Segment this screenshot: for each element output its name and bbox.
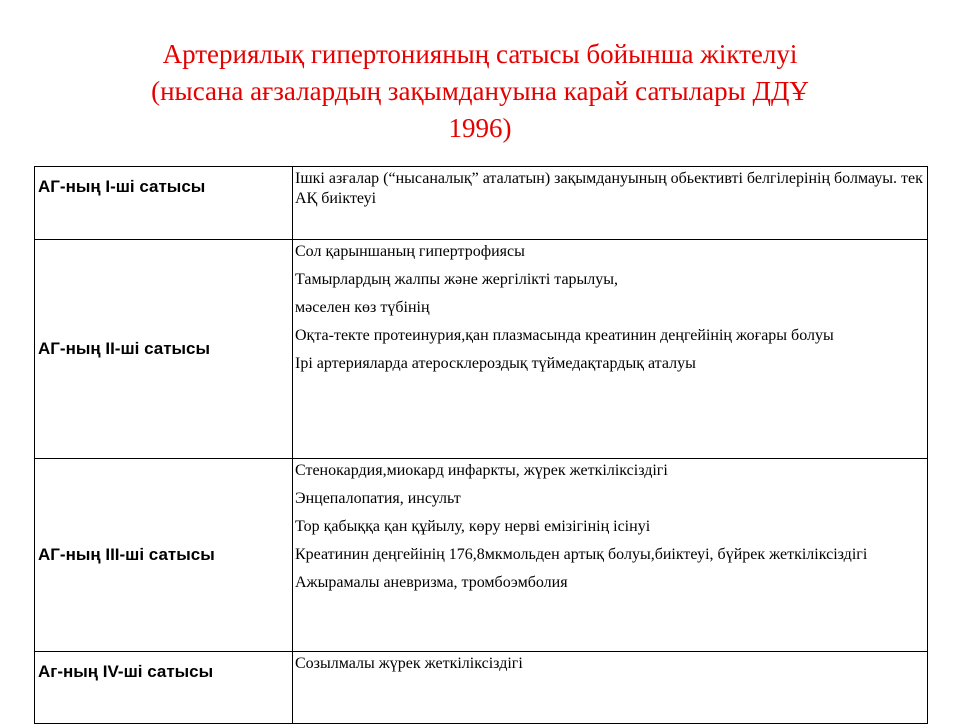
criteria-item: Стенокардия,миокард инфаркты, жүрек жеткіліксіздігі <box>295 462 668 479</box>
slide-title <box>60 36 900 147</box>
criteria-cell-2 <box>293 240 928 459</box>
table-row-stage-2 <box>35 240 928 459</box>
criteria-item: Созылмалы жүрек жеткіліксіздігі <box>295 655 523 672</box>
slide-title-line-1: Артериялық гипертонияның сатысы бойынша жіктелуі <box>162 39 798 69</box>
criteria-cell-3 <box>293 459 928 652</box>
hypertension-stages-table <box>34 166 928 724</box>
criteria-item: Ажырамалы аневризма, тромбоэмболия <box>295 574 568 591</box>
criteria-item: Ірі артерияларда атеросклероздық түймедақтардық аталуы <box>295 355 696 372</box>
criteria-item: Ішкі азғалар (“нысаналық” аталатын) зақымдануының обьективті белгілерінің болмауы. тек АҚ биіктеуі <box>295 170 923 207</box>
criteria-item: Тамырлардың жалпы және жергілікті тарылуы, <box>295 271 619 288</box>
criteria-cell-4 <box>293 652 928 724</box>
criteria-item: Креатинин деңгейінің 176,8мкмольден артық болуы,биіктеуі, бүйрек жеткіліксіздігі <box>295 546 868 563</box>
stage-label-2: АГ-ның ІІ-ші сатысы <box>35 240 293 459</box>
stage-label-1: АГ-ның І-ші сатысы <box>35 167 293 240</box>
slide-title-line-3: 1996) <box>448 113 512 143</box>
stage-label-3: АГ-ның ІІІ-ші сатысы <box>35 459 293 652</box>
stage-label-4: Аг-ның IV-ші сатысы <box>35 652 293 724</box>
slide-title-line-2: (нысана ағзалардың зақымдануына карай сатылары ДДҰ <box>151 76 809 106</box>
criteria-item: Энцепалопатия, инсульт <box>295 490 461 507</box>
criteria-item: Оқта-текте протеинурия,қан плазмасында креатинин деңгейінің жоғары болуы <box>295 327 834 344</box>
criteria-item: мәселен көз түбінің <box>295 299 430 316</box>
criteria-item: Сол қарыншаның гипертрофиясы <box>295 243 525 260</box>
table-row-stage-3 <box>35 459 928 652</box>
criteria-cell-1 <box>293 167 928 240</box>
table-row-stage-4 <box>35 652 928 724</box>
table-row-stage-1 <box>35 167 928 240</box>
criteria-item: Тор қабыққа қан құйылу, көру нерві емізігінің ісінуі <box>295 518 651 535</box>
